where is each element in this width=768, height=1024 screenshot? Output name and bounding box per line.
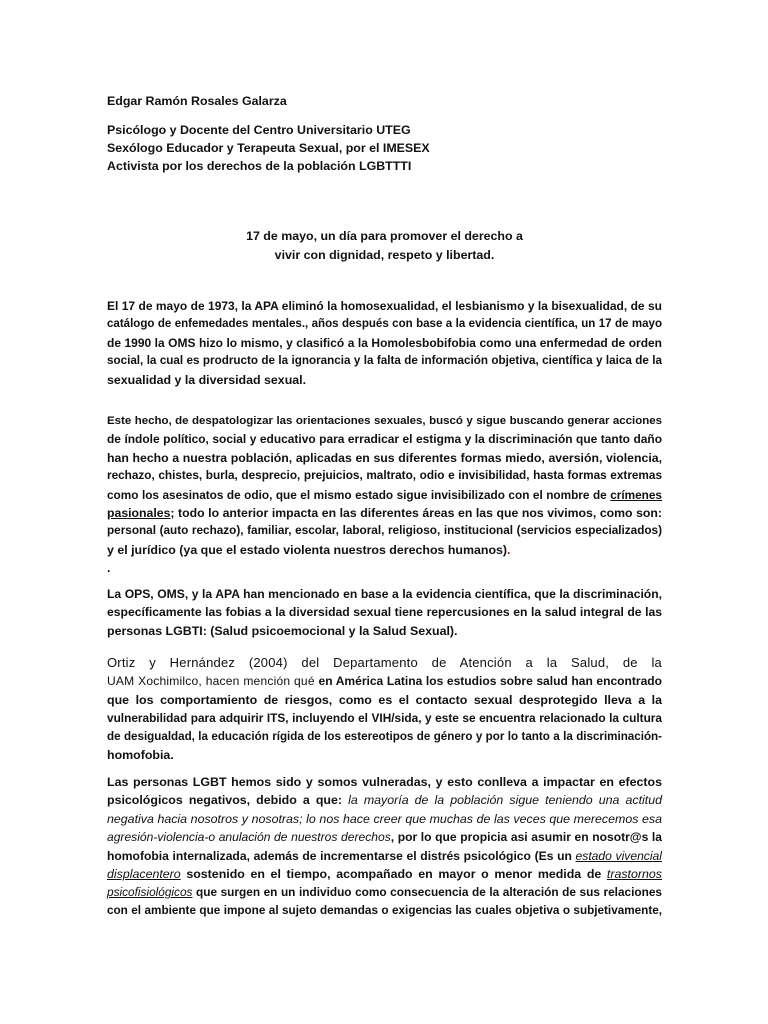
text-run: en América Latina los estudios sobre salud han encontrado bbox=[318, 674, 662, 689]
title-line: vivir con dignidad, respeto y libertad. bbox=[274, 248, 495, 262]
credential-line: Activista por los derechos de la población LGBTTTI bbox=[107, 159, 412, 173]
stray-period: . bbox=[107, 561, 111, 576]
paragraph-line: La OPS, OMS, y la APA han mencionado en base a la evidencia científica, que la discriminación, bbox=[107, 587, 662, 601]
underlined-italic-term: displacentero bbox=[107, 866, 181, 881]
paragraph-3 bbox=[107, 585, 662, 640]
underlined-italic-term: psicofisiológicos bbox=[107, 885, 193, 900]
paragraph-line: catálogo de enfemedades mentales., años después con base a la evidencia científica, un 17 de mayo bbox=[107, 318, 662, 331]
paragraph-line bbox=[107, 486, 662, 504]
text-run: y el jurídico (ya que el estado violenta nuestros derechos humanos) bbox=[107, 542, 508, 557]
credential-line: Psicólogo y Docente del Centro Universitario UTEG bbox=[107, 123, 411, 137]
text-run: que surgen en un individuo como consecuencia de la alteración de sus relaciones bbox=[192, 885, 662, 900]
paragraph-1 bbox=[107, 297, 662, 389]
paragraph-line: social, la cual es prodructo de la ignorancia y la falta de información objetiva, científica y laica de la bbox=[107, 354, 662, 368]
paragraph-line: han hecho a nuestra población, aplicadas en sus diferentes formas miedo, aversión, violencia, bbox=[107, 450, 662, 465]
paragraph-line: sexualidad y la diversidad sexual. bbox=[107, 372, 307, 387]
text-run: , por lo que propicia asi asumir en nosotr@s la bbox=[390, 830, 662, 845]
underlined-italic-term: trastornos bbox=[606, 866, 662, 881]
italic-run: negativa hacia nosotros y nosotras; lo nos hace creer que muchas de las veces que merecemos esa bbox=[107, 811, 662, 826]
author-name: Edgar Ramón Rosales Galarza bbox=[107, 94, 287, 108]
paragraph-line bbox=[107, 883, 662, 901]
text-run: UAM Xochimilco, hacen mención qué bbox=[107, 674, 319, 689]
author-credentials bbox=[107, 121, 667, 175]
paragraph-line: de índole político, social y educativo para erradicar el estigma y la discriminación que tanto daño bbox=[107, 432, 662, 447]
paragraph-2 bbox=[107, 412, 662, 578]
text-run: sostenido en el tiempo, acompañado en mayor o menor medida de bbox=[180, 866, 607, 881]
paragraph-4 bbox=[107, 654, 662, 764]
italic-run: agresión-violencia-o anulación de nuestros derechos bbox=[107, 830, 391, 845]
red-period: . bbox=[507, 542, 511, 557]
paragraph-line bbox=[107, 828, 662, 846]
document-title bbox=[107, 227, 662, 265]
paragraph-line: personal (auto rechazo), familiar, escolar, laboral, religioso, institucional (servicios especializados) bbox=[107, 524, 662, 538]
credential-line: Sexólogo Educador y Terapeuta Sexual, por el IMESEX bbox=[107, 141, 430, 155]
paragraph-line: El 17 de mayo de 1973, la APA eliminó la homosexualidad, el lesbianismo y la bisexualidad, de su bbox=[107, 299, 662, 313]
paragraph-line bbox=[107, 865, 662, 883]
paragraph-line: específicamente las fobias a la diversidad sexual tiene repercusiones en la salud integral de las bbox=[107, 605, 662, 620]
paragraph-line: con el ambiente que impone al sujeto demandas o exigencias las cuales objetiva o subjetivamente, bbox=[107, 903, 662, 917]
title-line: 17 de mayo, un día para promover el derecho a bbox=[246, 229, 523, 243]
text-run: homofobia internalizada bbox=[107, 848, 247, 863]
underlined-term: pasionales bbox=[107, 505, 171, 520]
paragraph-line bbox=[107, 541, 662, 559]
paragraph-line bbox=[107, 791, 662, 809]
text-run: ; todo lo anterior impacta en las diferentes áreas en las que nos vivimos, como son: bbox=[170, 505, 662, 520]
paragraph-line: vulnerabilidad para adquirir ITS, incluyendo el VIH/sida, y este se encuentra relacionado la cultura bbox=[107, 711, 662, 726]
paragraph-line: de desigualdad, la educación rígida de los estereotipos de género y por lo tanto a la discriminación- bbox=[107, 729, 662, 743]
paragraph-line bbox=[107, 672, 662, 690]
paragraph-line: rechazo, chistes, burla, desprecio, prejuicios, maltrato, odio e invisibilidad, hasta formas extremas bbox=[107, 469, 662, 483]
paragraph-line bbox=[107, 504, 662, 522]
paragraph-line bbox=[107, 847, 662, 865]
text-run: como los asesinatos de odio, que el mismo estado sigue invisibilizado con el nombre de bbox=[107, 487, 611, 502]
paragraph-line: homofobia. bbox=[107, 747, 174, 762]
paragraph-line: Este hecho, de despatologizar las orientaciones sexuales, buscó y sigue buscando generar acciones bbox=[107, 415, 662, 427]
underlined-term: crímenes bbox=[610, 487, 662, 502]
text-run: , además de incrementarse el distrés psicológico (Es un bbox=[246, 848, 576, 863]
paragraph-line: de 1990 la OMS hizo lo mismo, y clasificó a la Homolesbobifobia como una enfermedad de orden bbox=[107, 335, 662, 350]
paragraph-line: Las personas LGBT hemos sido y somos vulneradas, y esto conlleva a impactar en efectos bbox=[107, 775, 662, 789]
paragraph-line: que los comportamiento de riesgos, como es el contacto sexual desprotegido lleva a la bbox=[107, 692, 662, 707]
italic-run: la mayoría de la población sigue teniendo una actitud bbox=[348, 793, 662, 808]
paragraph-line: Ortiz y Hernández (2004) del Departamento de Atención a la Salud, de la bbox=[107, 655, 662, 670]
paragraph-line: personas LGBTI: (Salud psicoemocional y la Salud Sexual). bbox=[107, 623, 458, 638]
text-run: psicológicos negativos, debido a que: bbox=[107, 793, 349, 808]
paragraph-5 bbox=[107, 773, 662, 920]
paragraph-line bbox=[107, 810, 662, 828]
underlined-italic-term: estado vivencial bbox=[575, 848, 662, 863]
